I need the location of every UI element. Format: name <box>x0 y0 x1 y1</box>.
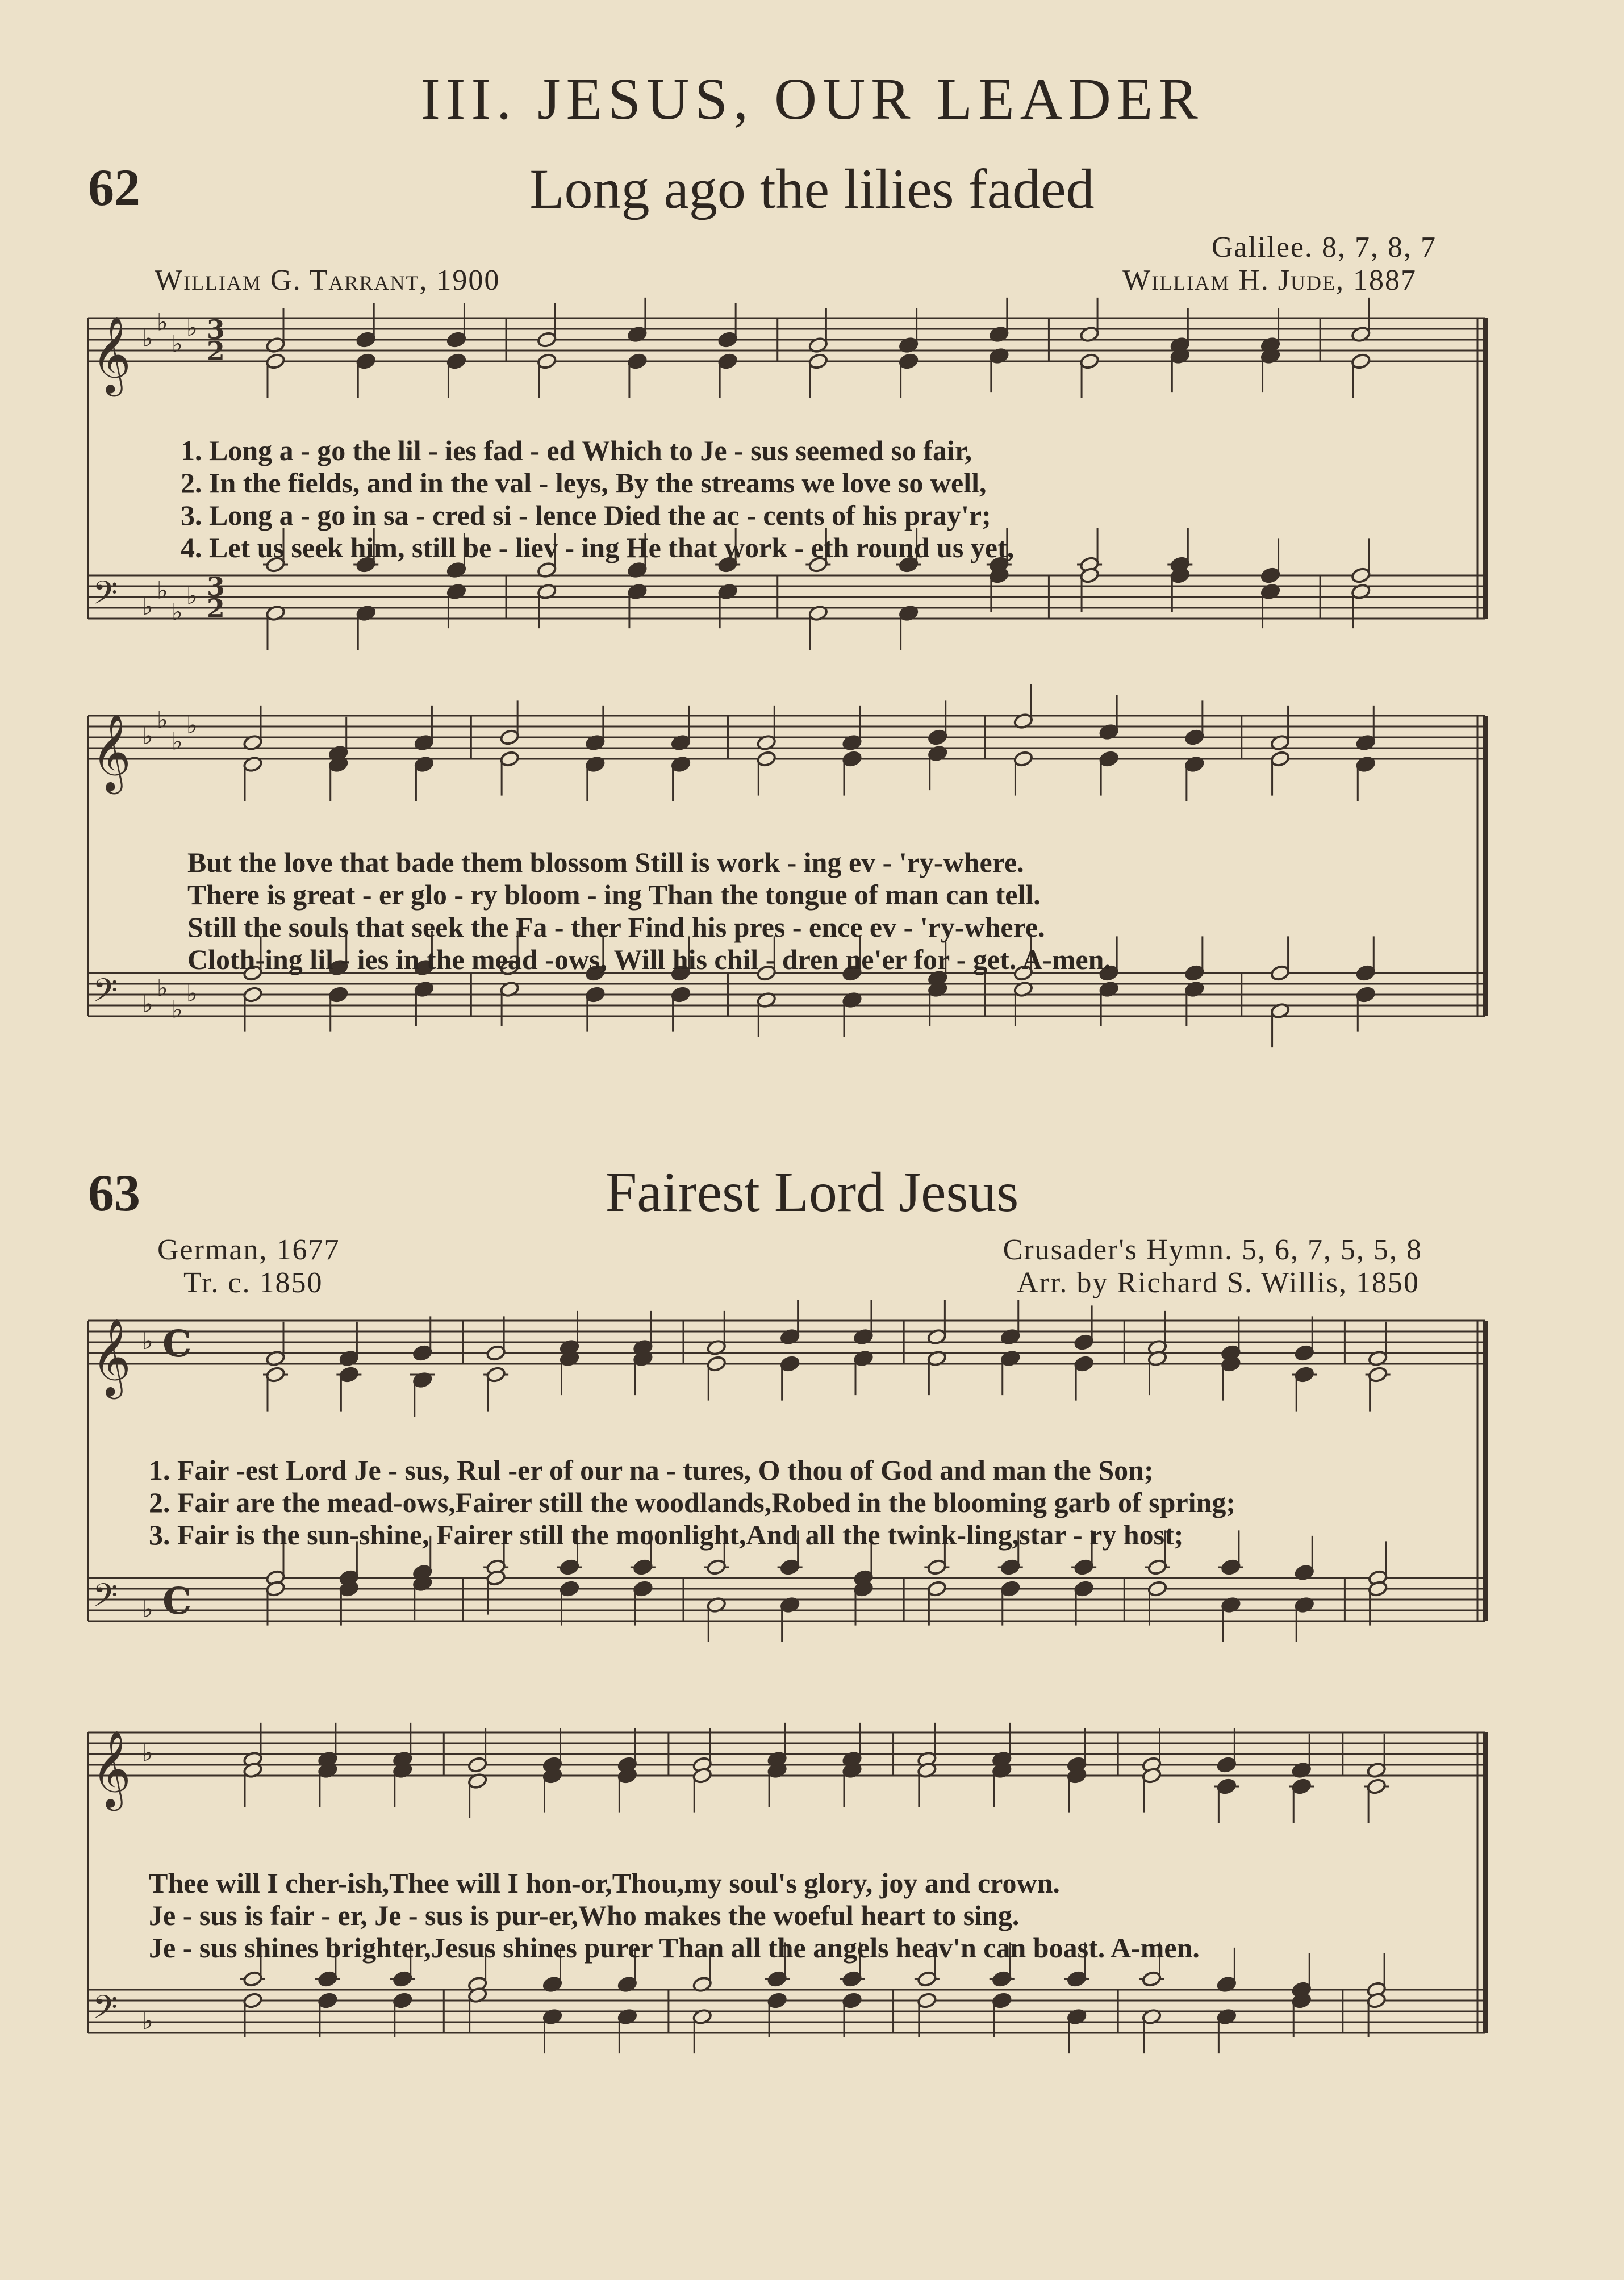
time-signature-bottom: 2 <box>207 336 225 366</box>
quarter-note <box>318 1992 337 2009</box>
lyric-line: 1. Long a - go the lil - ies fad - ed Which to Je - sus seemed so fair, <box>181 435 972 466</box>
quarter-note <box>671 986 691 1003</box>
flat-sign: ♭ <box>157 576 168 604</box>
quarter-note <box>446 353 466 370</box>
author-credit: German, 1677 <box>157 1234 340 1266</box>
quarter-note <box>560 1580 579 1597</box>
half-note <box>1147 1580 1167 1597</box>
half-note <box>1147 1559 1167 1576</box>
flat-sign: ♭ <box>142 1595 153 1623</box>
half-note <box>243 1992 262 2009</box>
quarter-note <box>393 1970 412 1987</box>
flat-sign: ♭ <box>157 308 168 336</box>
lyric-line: 3. Long a - go in sa - cred si - lence Died the ac - cents of his pray'r; <box>181 499 991 531</box>
flat-sign: ♭ <box>142 1739 153 1767</box>
staff-lines <box>88 575 1485 619</box>
quarter-note <box>339 1366 359 1383</box>
treble-clef: 𝄞 <box>91 713 131 791</box>
quarter-note <box>842 750 862 767</box>
quarter-note <box>627 353 647 370</box>
section-heading: III. JESUS, OUR LEADER <box>420 66 1204 132</box>
quarter-note <box>842 1992 862 2009</box>
quarter-note <box>1074 1355 1093 1372</box>
quarter-note <box>1000 1580 1020 1597</box>
half-note <box>917 1970 937 1987</box>
lyric-line: Je - sus is fair - er, Je - sus is pur-er,Who makes the woeful heart to sing. <box>149 1899 1020 1931</box>
half-note <box>1013 750 1033 767</box>
bass-clef: 𝄢 <box>93 1989 118 2034</box>
half-note <box>917 1992 937 2009</box>
quarter-note <box>560 1559 579 1576</box>
half-note <box>1368 1366 1388 1383</box>
lyric-line: Je - sus shines brighter,Jesus shines purer Than all the angels heav'n can boast. A-men. <box>149 1932 1200 1964</box>
quarter-note <box>356 353 376 370</box>
half-note <box>1270 750 1290 767</box>
flat-sign: ♭ <box>157 974 168 1002</box>
half-note <box>486 1344 506 1362</box>
quarter-note <box>412 1344 432 1362</box>
quarter-note <box>780 1355 800 1372</box>
flat-sign: ♭ <box>172 598 183 626</box>
lyric-line: 2. Fair are the mead-ows,Fairer still the woodlands,Robed in the blooming garb of spring; <box>149 1486 1236 1518</box>
quarter-note <box>585 986 605 1003</box>
half-note <box>537 353 557 370</box>
quarter-note <box>1184 729 1204 746</box>
treble-clef: 𝄞 <box>91 315 131 393</box>
half-note <box>1142 1970 1162 1987</box>
half-note <box>243 986 262 1003</box>
quarter-note <box>1221 1559 1241 1576</box>
flat-sign: ♭ <box>172 727 183 755</box>
quarter-note <box>717 353 737 370</box>
flat-sign: ♭ <box>186 314 198 341</box>
flat-sign: ♭ <box>186 582 198 609</box>
quarter-note <box>992 1992 1012 2009</box>
lyric-line: Cloth-ing lil - ies in the mead -ows, Will his chil - dren ne'er for - get. A-men. <box>187 943 1111 975</box>
quarter-note <box>1356 986 1376 1003</box>
quarter-note <box>1074 1580 1093 1597</box>
quarter-note <box>928 729 947 746</box>
tune-name-meter: Crusader's Hymn. 5, 6, 7, 5, 5, 8 <box>1003 1234 1422 1266</box>
author-credit: William G. Tarrant, 1900 <box>155 264 500 297</box>
quarter-note <box>767 1970 787 1987</box>
quarter-note <box>318 1970 337 1987</box>
flat-sign: ♭ <box>142 990 153 1018</box>
half-note <box>499 750 519 767</box>
quarter-note <box>446 331 466 348</box>
half-note <box>808 353 828 370</box>
flat-sign: ♭ <box>172 329 183 358</box>
half-note <box>1079 353 1099 370</box>
flat-sign: ♭ <box>186 979 198 1007</box>
hymn-number: 63 <box>88 1164 140 1222</box>
quarter-note <box>356 331 376 348</box>
flat-sign: ♭ <box>142 1327 153 1355</box>
composer-credit: William H. Jude, 1887 <box>1122 264 1417 297</box>
half-note <box>1270 964 1290 982</box>
lyric-line: Thee will I cher-ish,Thee will I hon-or,Thou,my soul's glory, joy and crown. <box>149 1867 1060 1899</box>
verse-lyrics <box>149 1454 1235 1551</box>
bass-clef: 𝄢 <box>93 972 118 1017</box>
flat-sign: ♭ <box>186 711 198 739</box>
quarter-note <box>1260 567 1280 584</box>
quarter-note <box>1099 750 1118 767</box>
treble-clef: 𝄞 <box>91 1318 131 1396</box>
bass-clef: 𝄢 <box>93 1577 118 1622</box>
half-note <box>243 1970 262 1987</box>
flat-sign: ♭ <box>172 995 183 1024</box>
time-signature-top: 3 <box>207 314 225 345</box>
time-signature: C <box>162 1322 192 1366</box>
quarter-note <box>1295 1344 1314 1362</box>
half-note <box>707 1559 727 1576</box>
quarter-note <box>393 1992 412 2009</box>
hymn-title: Fairest Lord Jesus <box>605 1160 1019 1223</box>
refrain-lyrics <box>149 1867 1200 1964</box>
lyric-line: Still the souls that seek the Fa - ther Find his pres - ence ev - 'ry-where. <box>187 911 1045 943</box>
half-note <box>486 1366 506 1383</box>
treble-clef: 𝄞 <box>91 1730 131 1807</box>
quarter-note <box>633 1559 653 1576</box>
half-note <box>499 729 519 746</box>
tune-name-meter: Galilee. 8, 7, 8, 7 <box>1211 231 1437 264</box>
flat-sign: ♭ <box>142 592 153 620</box>
half-note <box>467 1756 487 1773</box>
half-note <box>927 1559 947 1576</box>
time-signature: C <box>162 1580 192 1623</box>
hymn-number: 62 <box>88 158 140 216</box>
time-signature-top: 3 <box>207 571 225 602</box>
lyric-line: 2. In the fields, and in the val - leys, By the streams we love so well, <box>181 467 987 499</box>
refrain-lyrics <box>187 846 1111 976</box>
quarter-note <box>1356 964 1376 982</box>
quarter-note <box>1074 1559 1093 1576</box>
flat-sign: ♭ <box>157 705 168 734</box>
quarter-note <box>1295 1366 1314 1383</box>
lyric-line: But the love that bade them blossom Still is work - ing ev - 'ry-where. <box>187 846 1024 878</box>
lyric-line: 3. Fair is the sun-shine, Fairer still the moonlight,And all the twink-ling,star - ry host; <box>149 1519 1184 1551</box>
hymn-title: Long ago the lilies faded <box>529 157 1095 220</box>
quarter-note <box>633 1580 653 1597</box>
half-note <box>1366 1778 1386 1795</box>
quarter-note <box>1217 1778 1237 1795</box>
time-signature-bottom: 2 <box>207 593 225 624</box>
quarter-note <box>1292 1778 1312 1795</box>
translator-credit: Tr. c. 1850 <box>183 1267 323 1299</box>
quarter-note <box>1000 1559 1020 1576</box>
quarter-note <box>842 1970 862 1987</box>
lyric-line: 4. Let us seek him, still be - liev - ing He that work - eth round us yet, <box>181 532 1015 563</box>
arranger-credit: Arr. by Richard S. Willis, 1850 <box>1017 1267 1420 1299</box>
bass-clef: 𝄢 <box>93 575 118 620</box>
staff-lines <box>88 1732 1485 1776</box>
flat-sign: ♭ <box>142 2007 153 2035</box>
lyric-line: There is great - er glo - ry bloom - ing Than the tongue of man can tell. <box>187 879 1041 911</box>
quarter-note <box>1217 1756 1237 1773</box>
quarter-note <box>1074 1334 1093 1351</box>
half-note <box>1351 353 1371 370</box>
half-note <box>707 1355 727 1372</box>
staff-lines <box>88 1990 1485 2033</box>
verse-lyrics <box>181 435 1014 564</box>
quarter-note <box>899 353 919 370</box>
half-note <box>265 353 285 370</box>
quarter-note <box>717 331 737 348</box>
half-note <box>927 1580 947 1597</box>
quarter-note <box>780 1559 800 1576</box>
half-note <box>265 1366 285 1383</box>
lyric-line: 1. Fair -est Lord Je - sus, Rul -er of our na - tures, O thou of God and man the Son; <box>149 1454 1154 1486</box>
half-note <box>757 750 776 767</box>
quarter-note <box>328 986 348 1003</box>
half-note <box>537 331 557 348</box>
quarter-note <box>1184 964 1204 982</box>
quarter-note <box>1067 1970 1087 1987</box>
flat-sign: ♭ <box>142 722 153 750</box>
quarter-note <box>767 1992 787 2009</box>
half-note <box>1351 567 1371 584</box>
flat-sign: ♭ <box>142 324 153 352</box>
quarter-note <box>992 1970 1012 1987</box>
